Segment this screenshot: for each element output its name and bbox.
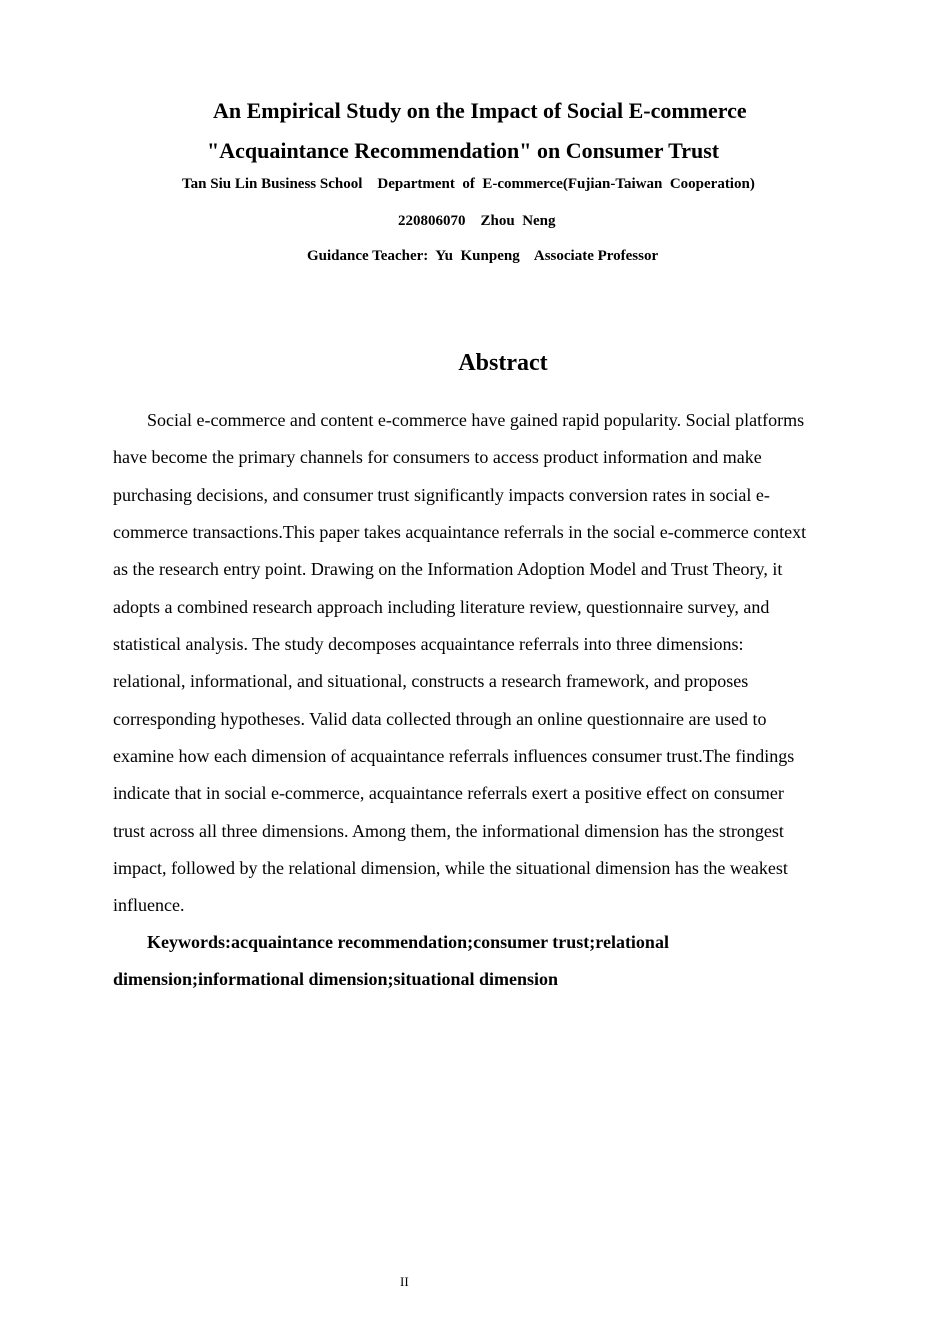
abstract-line: impact, followed by the relational dimension, while the situational dimension has the weakest bbox=[113, 858, 788, 878]
abstract-line: have become the primary channels for consumers to access product information and make bbox=[113, 447, 762, 467]
guidance-teacher: Guidance Teacher: Yu Kunpeng Associate Professor bbox=[307, 248, 659, 264]
page-number: II bbox=[400, 1274, 409, 1289]
abstract-line: indicate that in social e-commerce, acquaintance referrals exert a positive effect on consumer bbox=[113, 783, 784, 803]
abstract-heading: Abstract bbox=[458, 350, 548, 376]
paper-title-line-2: "Acquaintance Recommendation" on Consumer Trust bbox=[207, 138, 720, 163]
abstract-line: examine how each dimension of acquaintance referrals influences consumer trust.The findings bbox=[113, 746, 795, 766]
author-affiliation: Tan Siu Lin Business School Department of E-commerce(Fujian-Taiwan Cooperation) bbox=[182, 176, 755, 192]
paper-title-line-1: An Empirical Study on the Impact of Social E-commerce bbox=[213, 98, 747, 123]
student-id-name: 220806070 Zhou Neng bbox=[398, 213, 556, 229]
abstract-line: purchasing decisions, and consumer trust significantly impacts conversion rates in social e- bbox=[113, 485, 770, 505]
abstract-line: corresponding hypotheses. Valid data collected through an online questionnaire are used to bbox=[113, 709, 767, 729]
keywords-line-2: dimension;informational dimension;situational dimension bbox=[113, 969, 559, 989]
abstract-line: Social e-commerce and content e-commerce have gained rapid popularity. Social platforms bbox=[147, 410, 805, 430]
abstract-line: influence. bbox=[113, 895, 185, 915]
abstract-line: relational, informational, and situational, constructs a research framework, and proposes bbox=[113, 671, 749, 691]
abstract-line: as the research entry point. Drawing on the Information Adoption Model and Trust Theory, it bbox=[113, 559, 783, 579]
abstract-line: commerce transactions.This paper takes acquaintance referrals in the social e-commerce context bbox=[113, 522, 807, 542]
abstract-line: statistical analysis. The study decomposes acquaintance referrals into three dimensions: bbox=[113, 634, 744, 654]
abstract-line: adopts a combined research approach including literature review, questionnaire survey, and bbox=[113, 597, 770, 617]
keywords-line-1: Keywords:acquaintance recommendation;consumer trust;relational bbox=[147, 932, 669, 952]
abstract-line: trust across all three dimensions. Among them, the informational dimension has the strongest bbox=[113, 821, 784, 841]
